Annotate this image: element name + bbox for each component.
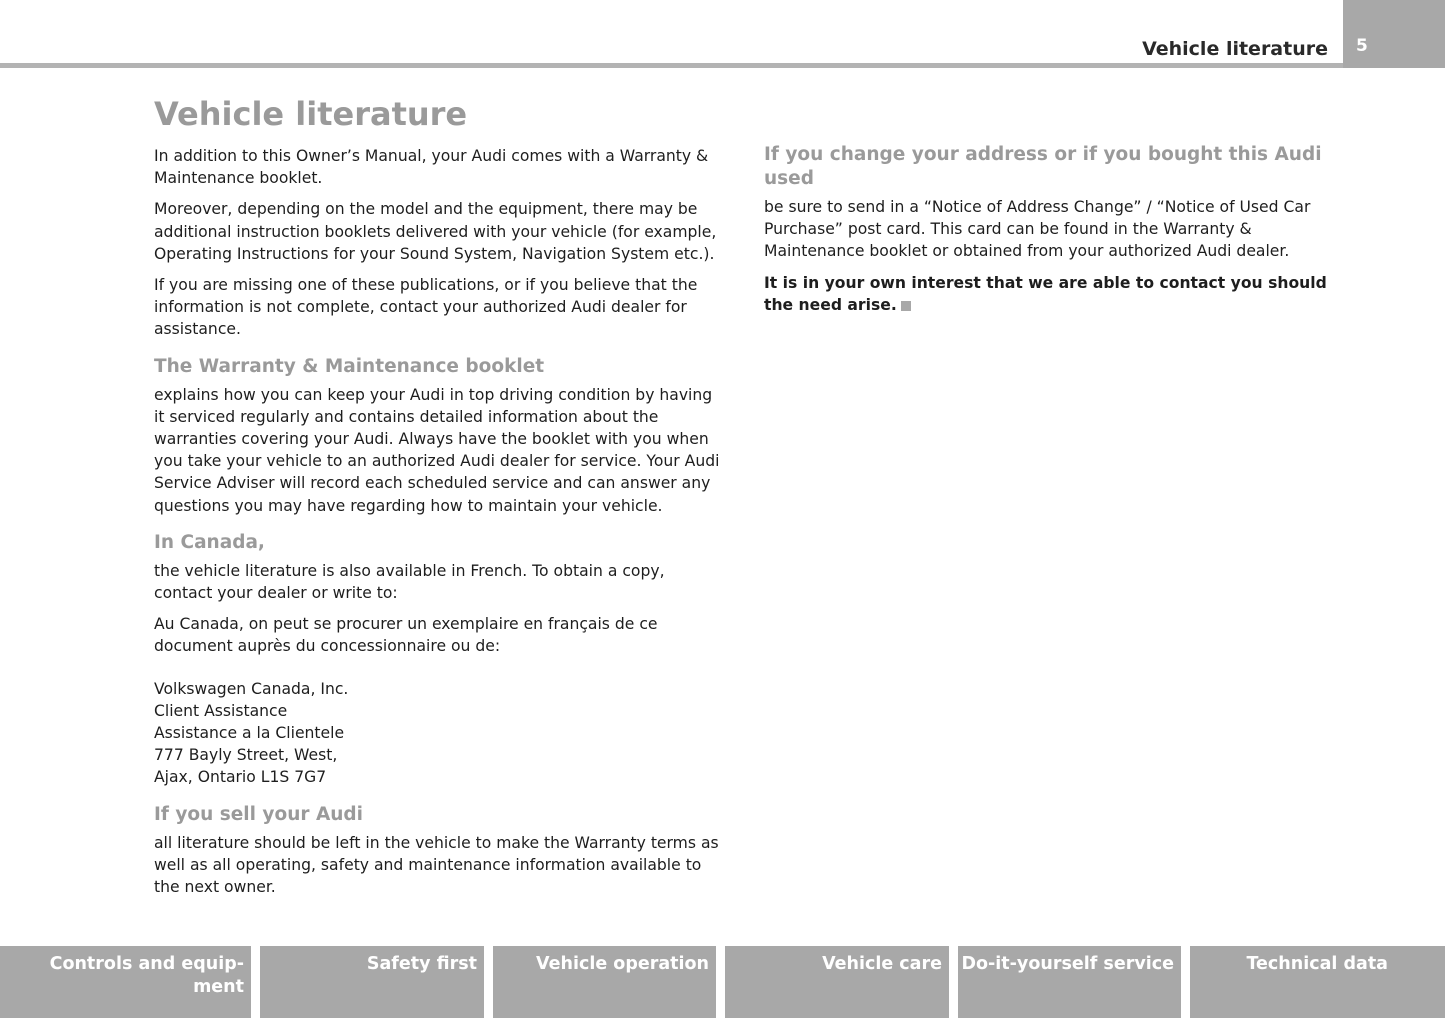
nav-tab-label: ment [193,977,244,997]
address-line: Client Assistance [154,701,288,720]
nav-tab-vehicle-care[interactable] [725,946,949,1018]
warranty-paragraph: explains how you can keep your Audi in top driving condition by having it serviced regularly and contains detailed information about the warranties covering your Audi. Always have the booklet with you when you take your vehicle to an authorized Audi dealer for service. Your Audi Service Adviser will record each scheduled service and can answer any questions you may have regarding how to maintain your vehicle. [154,385,720,515]
contact-note-text: It is in your own interest that we are able to contact you should the need arise. [764,273,1327,314]
nav-tab-label: Safety first [366,954,477,974]
page-number: 5 [1356,36,1368,56]
nav-tab-label: Technical data [1246,954,1388,974]
right-column [764,143,1339,325]
contact-note [764,272,1339,316]
address-line: Assistance a la Clientele [154,724,345,743]
address-line: Volkswagen Canada, Inc. [154,679,349,698]
canada-paragraph-english: the vehicle literature is also available in French. To obtain a copy, contact your dealer or write to: [154,561,665,603]
sell-paragraph: all literature should be left in the vehicle to make the Warranty terms as well as all operating, safety and maintenance information available to the next owner. [154,833,719,896]
section-end-square-icon [901,301,911,311]
canada-paragraph-french: Au Canada, on peut se procurer un exemplaire en français de ce document auprès du concessionnaire ou de: [154,615,658,656]
nav-tab-label: Vehicle care [822,954,942,974]
intro-paragraph-3: If you are missing one of these publications, or if you believe that the information is not complete, contact your authorized Audi dealer for assistance. [154,276,698,339]
address-change-paragraph: be sure to send in a “Notice of Address Change” / “Notice of Used Car Purchase” post card. This card can be found in the Warranty & Maintenance booklet or obtained from your authorized Audi dealer. [764,198,1311,261]
warranty-heading: The Warranty & Maintenance booklet [154,355,545,377]
left-column [154,94,724,907]
running-header-title: Vehicle literature [1142,38,1328,60]
page-number-tab [1343,0,1445,68]
intro-paragraph-2: Moreover, depending on the model and the equipment, there may be additional instruction booklets delivered with your vehicle (for example, Operating Instructions for your Sound System, Navigation System etc.). [154,200,717,263]
mailing-address [154,678,724,789]
nav-tab-label: Do-it-yourself service [961,954,1174,974]
header-rule [0,63,1445,68]
nav-tab-controls-and-equipment[interactable] [0,946,251,1018]
address-change-heading: If you change your address or if you bought this Audi used [764,144,1322,189]
address-line: 777 Bayly Street, West, [154,746,338,765]
nav-tab-do-it-yourself-service[interactable] [958,946,1181,1018]
nav-tab-vehicle-operation[interactable] [493,946,716,1018]
nav-tab-safety-first[interactable] [260,946,484,1018]
intro-paragraph-1: In addition to this Owner’s Manual, your Audi comes with a Warranty & Maintenance booklet. [154,147,709,188]
nav-tab-technical-data[interactable] [1190,946,1445,1018]
nav-tab-label: Vehicle operation [536,954,709,974]
sell-heading: If you sell your Audi [154,803,364,825]
nav-tab-label: Controls and equip- [49,954,244,974]
chapter-navigation [0,946,1445,1018]
page-title: Vehicle literature [154,95,468,133]
canada-heading: In Canada, [154,531,265,553]
address-line: Ajax, Ontario L1S 7G7 [154,768,327,787]
